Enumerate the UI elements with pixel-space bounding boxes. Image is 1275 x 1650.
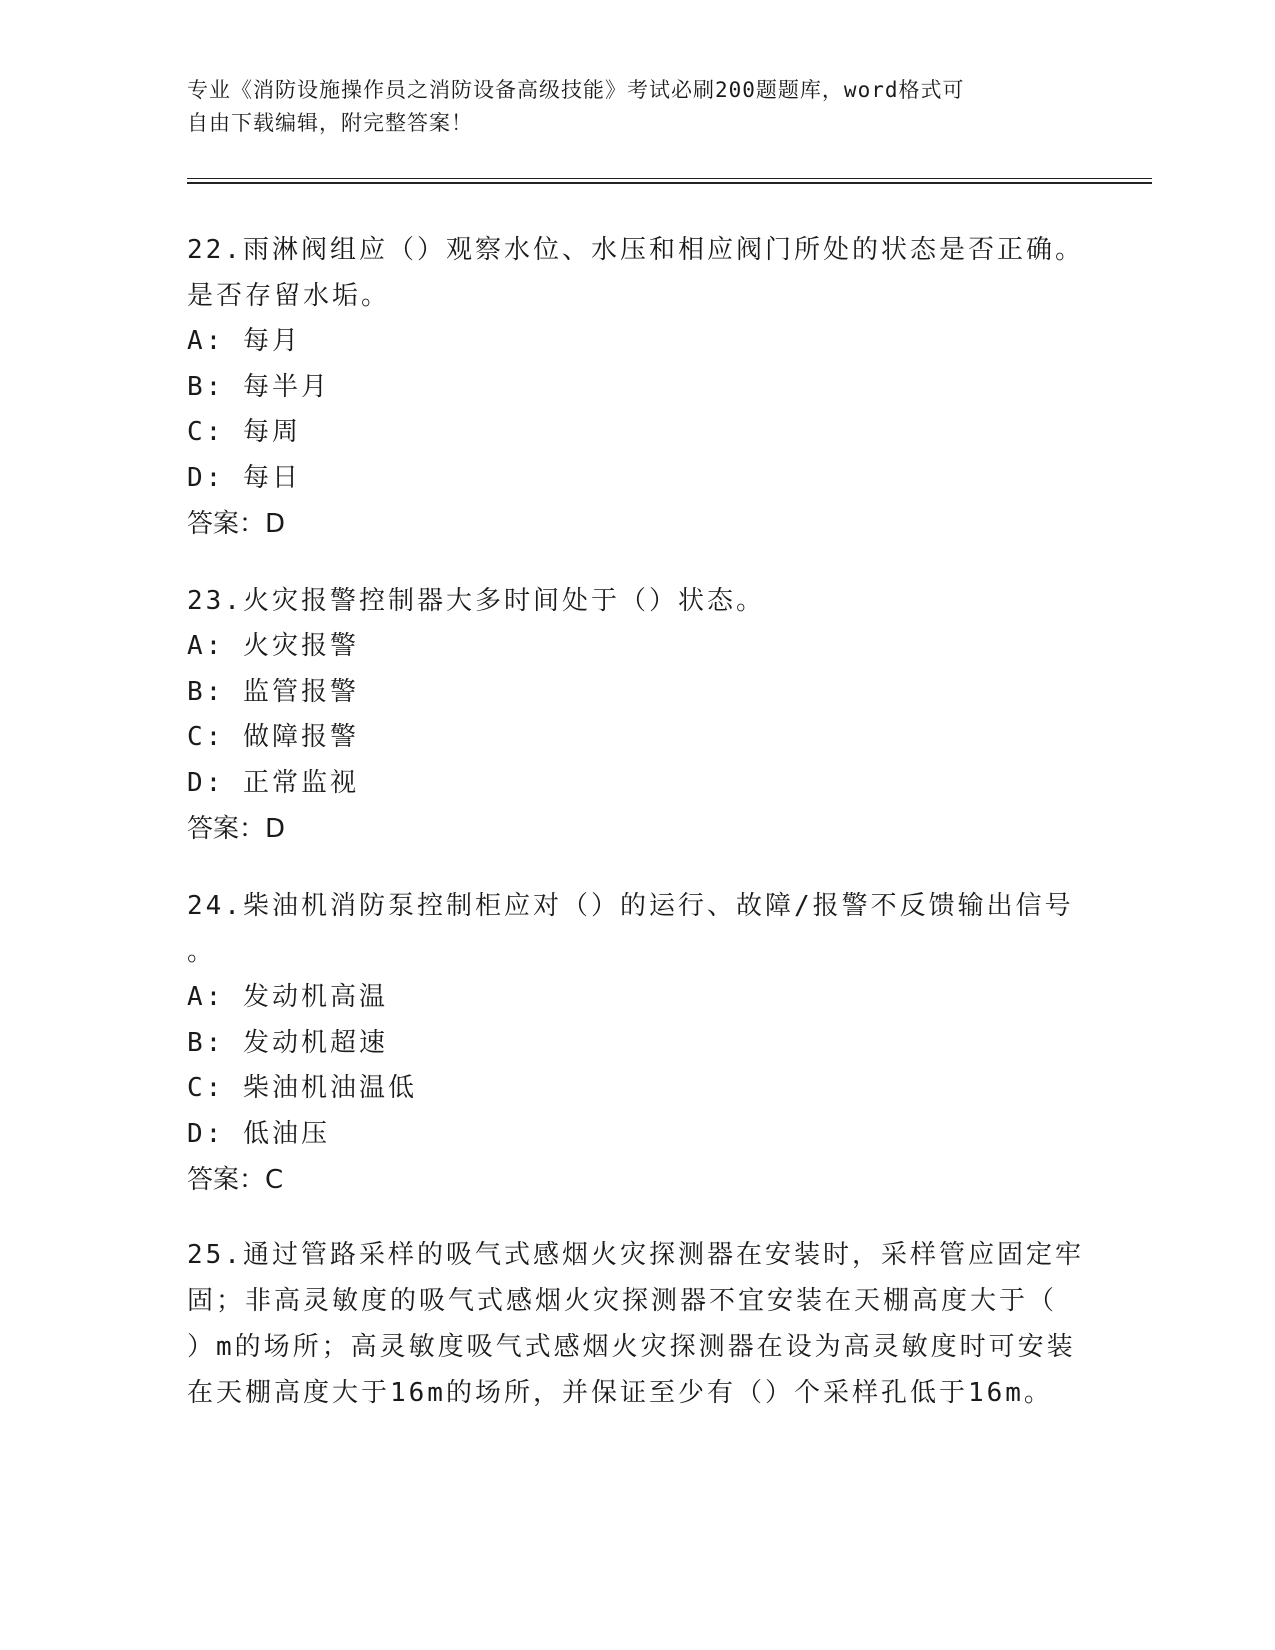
document-header <box>187 74 1067 140</box>
header-line-2: 自由下载编辑，附完整答案！ <box>187 111 473 135</box>
question-25 <box>187 1232 1087 1416</box>
stem-line: 25.通过管路采样的吸气式感烟火灾探测器在安装时，采样管应固定牢 <box>187 1240 1084 1270</box>
option-a: A: 火灾报警 <box>187 631 359 661</box>
question-24 <box>187 883 1087 1203</box>
question-stem <box>187 883 1087 975</box>
stem-line: ）m的场所；高灵敏度吸气式感烟火灾探测器在设为高灵敏度时可安装 <box>187 1332 1076 1362</box>
stem-line: 。 <box>187 937 217 967</box>
option-d: D: 每日 <box>187 462 301 493</box>
answer-text: 答案：D <box>187 509 286 539</box>
option-c: C: 每周 <box>187 417 301 447</box>
answer-text: 答案：C <box>187 1165 284 1195</box>
option-a: A: 每月 <box>187 326 301 356</box>
header-divider-thick <box>187 182 1152 184</box>
question-23 <box>187 578 1087 852</box>
option-b: B: 每半月 <box>187 371 330 402</box>
option-c: C: 做障报警 <box>187 722 359 752</box>
question-22 <box>187 227 1087 547</box>
question-stem <box>187 578 1087 624</box>
stem-line: 24.柴油机消防泵控制柜应对（）的运行、故障/报警不反馈输出信号 <box>187 891 1074 921</box>
header-line-1: 专业《消防设施操作员之消防设备高级技能》考试必刷200题题库，word格式可 <box>187 78 965 102</box>
stem-line: 22.雨淋阀组应（）观察水位、水压和相应阀门所处的状态是否正确。 <box>187 235 1084 265</box>
option-d: D: 正常监视 <box>187 767 359 798</box>
question-stem <box>187 1232 1087 1416</box>
header-divider-thin <box>187 178 1152 179</box>
stem-line: 23.火灾报警控制器大多时间处于（）状态。 <box>187 586 765 616</box>
option-c: C: 柴油机油温低 <box>187 1073 417 1103</box>
option-b: B: 发动机超速 <box>187 1027 388 1058</box>
stem-line: 在天棚高度大于16m的场所，并保证至少有（）个采样孔低于16m。 <box>187 1378 1053 1408</box>
stem-line: 是否存留水垢。 <box>187 281 391 311</box>
option-b: B: 监管报警 <box>187 676 359 707</box>
option-a: A: 发动机高温 <box>187 982 388 1012</box>
question-stem <box>187 227 1087 319</box>
answer-text: 答案：D <box>187 814 286 844</box>
stem-line: 固；非高灵敏度的吸气式感烟火灾探测器不宜安装在天棚高度大于（ <box>187 1286 1058 1316</box>
option-d: D: 低油压 <box>187 1118 330 1149</box>
